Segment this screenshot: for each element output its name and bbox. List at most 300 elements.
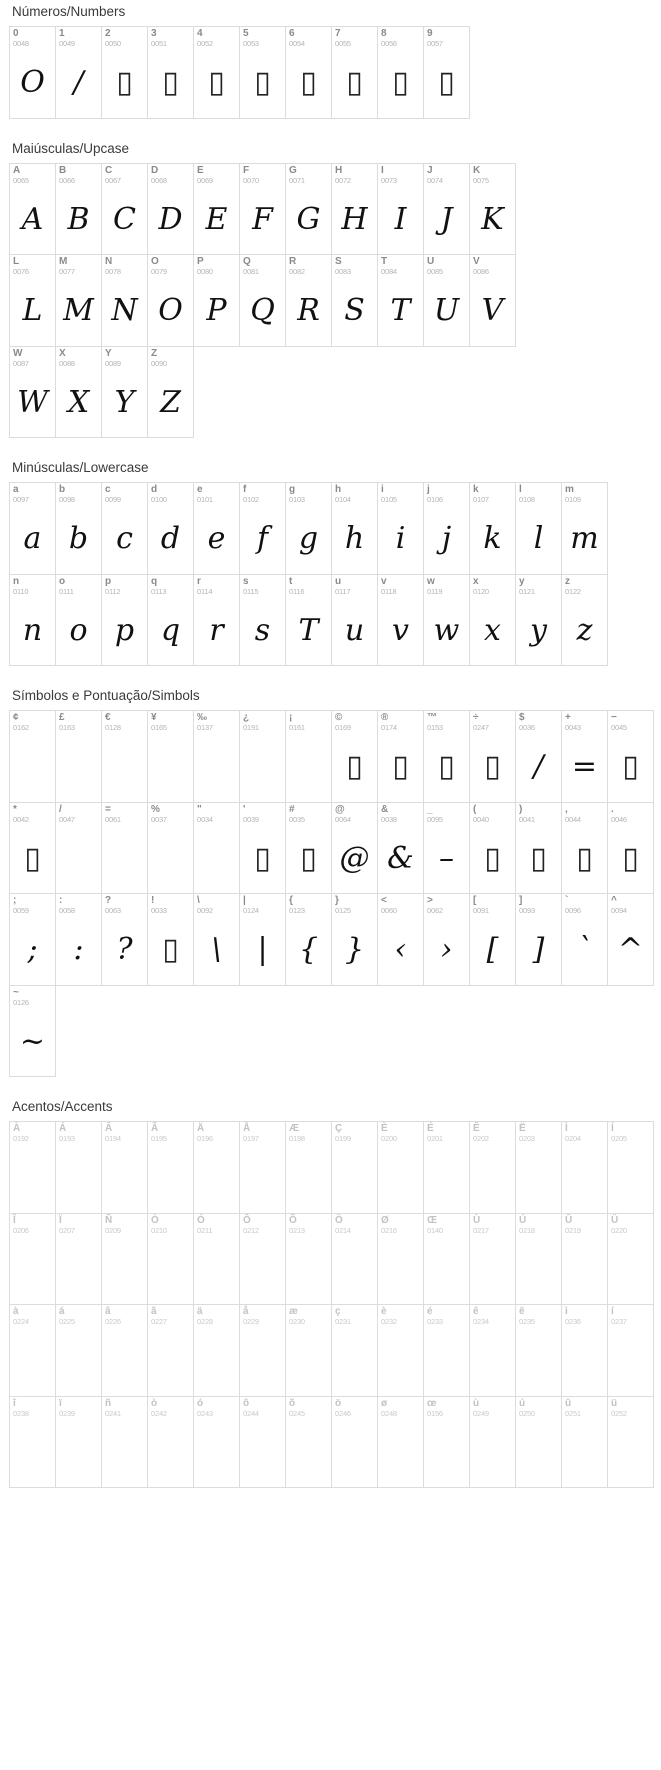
glyph-cell-header bbox=[102, 1214, 147, 1235]
glyph-code-label: 0038 bbox=[381, 814, 397, 824]
glyph-cell[interactable] bbox=[378, 803, 424, 895]
glyph-code-label: 0078 bbox=[105, 267, 121, 276]
glyph-cell[interactable] bbox=[378, 255, 424, 347]
glyph-cell[interactable] bbox=[424, 803, 470, 895]
glyph-cell-header bbox=[332, 803, 377, 824]
glyph-code-label: 0036 bbox=[519, 723, 535, 732]
glyph-cell-header bbox=[56, 1214, 101, 1235]
glyph-cell[interactable] bbox=[56, 1397, 102, 1489]
glyph-cell[interactable] bbox=[332, 1305, 378, 1397]
glyph-cell-header bbox=[194, 711, 239, 732]
glyph-cell[interactable] bbox=[470, 803, 516, 895]
glyph-cell[interactable] bbox=[286, 483, 332, 575]
glyph-cell[interactable] bbox=[194, 803, 240, 895]
glyph-cell[interactable] bbox=[516, 575, 562, 667]
glyph-cell[interactable] bbox=[516, 894, 562, 986]
glyph-preview: A bbox=[21, 201, 44, 237]
section-spacer bbox=[0, 1077, 661, 1099]
glyph-cell-header bbox=[470, 1397, 515, 1418]
glyph-char-label: ; bbox=[13, 895, 17, 906]
glyph-cell[interactable] bbox=[102, 1214, 148, 1306]
glyph-cell[interactable] bbox=[562, 483, 608, 575]
glyph-cell-header bbox=[332, 575, 377, 596]
glyph-cell[interactable] bbox=[102, 1397, 148, 1489]
glyph-char-label: K bbox=[473, 164, 481, 176]
glyph-code-label: 0165 bbox=[151, 723, 167, 732]
glyph-code-label: 0047 bbox=[59, 814, 75, 824]
glyph-cell[interactable] bbox=[470, 164, 516, 256]
glyph-preview bbox=[102, 1417, 147, 1487]
glyph-cell-header bbox=[470, 1122, 515, 1143]
glyph-cell[interactable] bbox=[332, 255, 378, 347]
glyph-cell[interactable] bbox=[10, 803, 56, 895]
glyph-preview: ▯ bbox=[392, 749, 409, 784]
glyph-cell[interactable] bbox=[240, 575, 286, 667]
glyph-preview: \ bbox=[211, 932, 222, 967]
glyph-cell[interactable] bbox=[286, 27, 332, 119]
glyph-cell-header bbox=[102, 1397, 147, 1418]
glyph-cell[interactable] bbox=[424, 711, 470, 803]
glyph-preview bbox=[194, 1143, 239, 1213]
glyph-cell-header bbox=[378, 1214, 423, 1235]
glyph-preview: U bbox=[433, 293, 460, 328]
glyph-code-label: 0054 bbox=[289, 39, 305, 48]
glyph-cell-header bbox=[10, 1397, 55, 1418]
glyph-char-label: ø bbox=[381, 1397, 388, 1409]
glyph-cell[interactable] bbox=[10, 347, 56, 439]
glyph-code-label: 0112 bbox=[105, 586, 121, 596]
glyph-cell[interactable] bbox=[378, 164, 424, 256]
glyph-cell[interactable] bbox=[516, 1214, 562, 1306]
glyph-cell[interactable] bbox=[378, 1122, 424, 1214]
glyph-cell[interactable] bbox=[240, 1305, 286, 1397]
glyph-cell[interactable] bbox=[10, 1305, 56, 1397]
glyph-code-label: 0099 bbox=[105, 495, 121, 504]
glyph-code-label: 0104 bbox=[335, 495, 351, 504]
glyph-cell[interactable] bbox=[102, 255, 148, 347]
glyph-cell[interactable] bbox=[378, 894, 424, 986]
glyph-cell[interactable] bbox=[102, 27, 148, 119]
glyph-cell[interactable] bbox=[56, 1305, 102, 1397]
glyph-cell[interactable] bbox=[102, 483, 148, 575]
glyph-code-label: 0069 bbox=[197, 175, 213, 185]
glyph-code-label: 0087 bbox=[13, 358, 29, 368]
glyph-cell[interactable] bbox=[10, 986, 56, 1078]
glyph-char-label: & bbox=[381, 803, 389, 815]
glyph-cell[interactable] bbox=[424, 894, 470, 986]
glyph-cell-header bbox=[56, 255, 101, 276]
glyph-cell[interactable] bbox=[378, 483, 424, 575]
glyph-code-label: 0049 bbox=[59, 39, 75, 48]
glyph-char-label: G bbox=[289, 164, 297, 176]
glyph-preview: k bbox=[483, 521, 502, 556]
glyph-cell[interactable] bbox=[56, 575, 102, 667]
glyph-cell[interactable] bbox=[56, 347, 102, 439]
glyph-preview: n bbox=[22, 612, 43, 648]
glyph-cell-header bbox=[608, 1305, 653, 1326]
glyph-cell-header bbox=[424, 255, 469, 276]
glyph-cell-header bbox=[378, 711, 423, 732]
glyph-cell-header bbox=[562, 1397, 607, 1418]
glyph-code-label: 0048 bbox=[13, 39, 29, 48]
glyph-cell-header bbox=[240, 255, 285, 276]
glyph-code-label: 0050 bbox=[105, 39, 121, 48]
glyph-cell[interactable] bbox=[286, 1214, 332, 1306]
glyph-cell[interactable] bbox=[424, 1122, 470, 1214]
glyph-char-label: ñ bbox=[105, 1397, 112, 1409]
glyph-char-label: < bbox=[381, 895, 387, 906]
glyph-cell[interactable] bbox=[424, 575, 470, 667]
glyph-cell[interactable] bbox=[194, 255, 240, 347]
glyph-preview: & bbox=[387, 840, 414, 876]
glyph-cell[interactable] bbox=[424, 483, 470, 575]
glyph-char-label: C bbox=[105, 164, 113, 176]
glyph-cell[interactable] bbox=[102, 347, 148, 439]
glyph-char-label: Ú bbox=[519, 1214, 527, 1226]
glyph-cell-header bbox=[102, 27, 147, 48]
glyph-char-label: ! bbox=[151, 895, 155, 906]
glyph-code-label: 0106 bbox=[427, 495, 443, 504]
glyph-cell[interactable] bbox=[332, 575, 378, 667]
glyph-cell[interactable] bbox=[470, 1122, 516, 1214]
glyph-cell[interactable] bbox=[56, 803, 102, 895]
glyph-cell[interactable] bbox=[102, 1305, 148, 1397]
glyph-code-label: 0075 bbox=[473, 175, 489, 185]
glyph-cell[interactable] bbox=[148, 1122, 194, 1214]
glyph-char-label: N bbox=[105, 256, 113, 267]
glyph-cell[interactable] bbox=[148, 711, 194, 803]
glyph-cell[interactable] bbox=[562, 803, 608, 895]
glyph-cell[interactable] bbox=[194, 711, 240, 803]
glyph-char-label: í bbox=[611, 1306, 614, 1317]
glyph-preview bbox=[378, 1326, 423, 1396]
glyph-char-label: s bbox=[243, 575, 249, 587]
glyph-char-label: : bbox=[59, 895, 63, 906]
glyph-code-label: 0236 bbox=[565, 1317, 581, 1326]
glyph-char-label: k bbox=[473, 484, 479, 495]
glyph-cell[interactable] bbox=[10, 575, 56, 667]
glyph-preview: { bbox=[298, 932, 319, 967]
glyph-code-label: 0040 bbox=[473, 814, 489, 824]
glyph-cell-header bbox=[332, 483, 377, 504]
glyph-cell[interactable] bbox=[424, 1214, 470, 1306]
glyph-char-label: Z bbox=[151, 347, 158, 359]
glyph-cell[interactable] bbox=[286, 1122, 332, 1214]
glyph-cell[interactable] bbox=[332, 27, 378, 119]
glyph-char-label: ê bbox=[473, 1306, 479, 1317]
glyph-code-label: 0194 bbox=[105, 1134, 121, 1143]
glyph-cell[interactable] bbox=[470, 575, 516, 667]
glyph-cell[interactable] bbox=[424, 255, 470, 347]
glyph-preview: ▯ bbox=[576, 840, 593, 876]
glyph-cell[interactable] bbox=[194, 164, 240, 256]
glyph-char-label: ü bbox=[611, 1397, 618, 1409]
glyph-cell[interactable] bbox=[148, 27, 194, 119]
glyph-cell-header bbox=[56, 1122, 101, 1143]
glyph-char-label: ? bbox=[105, 895, 112, 906]
glyph-preview: z bbox=[576, 612, 593, 648]
glyph-cell[interactable] bbox=[148, 347, 194, 439]
glyph-cell[interactable] bbox=[194, 1122, 240, 1214]
glyph-cell-header bbox=[148, 1122, 193, 1143]
glyph-char-label: ã bbox=[151, 1306, 157, 1317]
glyph-cell[interactable] bbox=[516, 1305, 562, 1397]
glyph-preview: E bbox=[205, 201, 228, 237]
glyph-cell[interactable] bbox=[148, 1305, 194, 1397]
glyph-cell[interactable] bbox=[56, 164, 102, 256]
glyph-cell[interactable] bbox=[56, 27, 102, 119]
glyph-cell[interactable] bbox=[332, 1122, 378, 1214]
glyph-cell[interactable] bbox=[56, 483, 102, 575]
glyph-cell[interactable] bbox=[608, 1397, 654, 1489]
glyph-cell[interactable] bbox=[424, 1305, 470, 1397]
glyph-cell[interactable] bbox=[562, 575, 608, 667]
glyph-cell[interactable] bbox=[10, 27, 56, 119]
glyph-cell[interactable] bbox=[286, 575, 332, 667]
glyph-cell[interactable] bbox=[10, 1397, 56, 1489]
glyph-cell[interactable] bbox=[562, 1122, 608, 1214]
glyph-cell[interactable] bbox=[286, 164, 332, 256]
glyph-preview: ▯ bbox=[622, 749, 639, 784]
glyph-cell[interactable] bbox=[516, 711, 562, 803]
glyph-cell[interactable] bbox=[10, 894, 56, 986]
glyph-cell[interactable] bbox=[378, 711, 424, 803]
glyph-cell[interactable] bbox=[240, 255, 286, 347]
glyph-code-label: 0071 bbox=[289, 175, 305, 185]
glyph-cell[interactable] bbox=[148, 1397, 194, 1489]
glyph-cell[interactable] bbox=[286, 894, 332, 986]
glyph-cell[interactable] bbox=[286, 255, 332, 347]
glyph-cell[interactable] bbox=[332, 1214, 378, 1306]
glyph-cell[interactable] bbox=[194, 575, 240, 667]
glyph-cell[interactable] bbox=[194, 1214, 240, 1306]
glyph-cell[interactable] bbox=[240, 164, 286, 256]
glyph-cell[interactable] bbox=[286, 803, 332, 895]
glyph-cell[interactable] bbox=[194, 483, 240, 575]
glyph-cell[interactable] bbox=[240, 711, 286, 803]
glyph-cell[interactable] bbox=[10, 1122, 56, 1214]
glyph-cell[interactable] bbox=[516, 803, 562, 895]
glyph-cell[interactable] bbox=[470, 483, 516, 575]
glyph-cell[interactable] bbox=[56, 711, 102, 803]
glyph-preview bbox=[194, 1234, 239, 1304]
glyph-cell-header bbox=[148, 711, 193, 732]
glyph-code-label: 0063 bbox=[105, 906, 121, 915]
glyph-cell[interactable] bbox=[378, 1397, 424, 1489]
glyph-preview: : bbox=[73, 932, 84, 967]
glyph-cell[interactable] bbox=[516, 483, 562, 575]
glyph-cell[interactable] bbox=[424, 1397, 470, 1489]
glyph-char-label: ~ bbox=[13, 986, 19, 998]
glyph-char-label: è bbox=[381, 1306, 387, 1317]
glyph-preview bbox=[102, 1234, 147, 1304]
glyph-cell[interactable] bbox=[10, 483, 56, 575]
glyph-code-label: 0209 bbox=[105, 1225, 121, 1235]
glyph-char-label: 6 bbox=[289, 28, 295, 39]
glyph-code-label: 0053 bbox=[243, 39, 259, 48]
glyph-cell[interactable] bbox=[424, 27, 470, 119]
glyph-preview: B bbox=[67, 201, 90, 237]
glyph-cell[interactable] bbox=[470, 1305, 516, 1397]
glyph-cell[interactable] bbox=[56, 894, 102, 986]
glyph-cell[interactable] bbox=[286, 1397, 332, 1489]
glyph-code-label: 0079 bbox=[151, 267, 167, 276]
glyph-cell-header bbox=[562, 1214, 607, 1235]
glyph-cell[interactable] bbox=[562, 1305, 608, 1397]
glyph-cell[interactable] bbox=[194, 27, 240, 119]
glyph-cell[interactable] bbox=[56, 1122, 102, 1214]
glyph-code-label: 0252 bbox=[611, 1408, 627, 1418]
glyph-cell[interactable] bbox=[608, 803, 654, 895]
glyph-cell[interactable] bbox=[516, 1122, 562, 1214]
glyph-cell[interactable] bbox=[286, 711, 332, 803]
glyph-cell[interactable] bbox=[240, 1214, 286, 1306]
glyph-cell[interactable] bbox=[378, 575, 424, 667]
glyph-cell-header bbox=[516, 1305, 561, 1326]
glyph-cell[interactable] bbox=[470, 255, 516, 347]
glyph-preview bbox=[562, 1143, 607, 1213]
glyph-cell[interactable] bbox=[332, 711, 378, 803]
glyph-cell[interactable] bbox=[10, 711, 56, 803]
glyph-cell-header bbox=[332, 711, 377, 732]
glyph-preview: ▯ bbox=[116, 65, 133, 100]
glyph-cell[interactable] bbox=[240, 803, 286, 895]
glyph-char-label: f bbox=[243, 484, 247, 495]
glyph-cell[interactable] bbox=[516, 1397, 562, 1489]
glyph-cell[interactable] bbox=[240, 1397, 286, 1489]
glyph-preview bbox=[608, 1143, 653, 1213]
glyph-cell-header bbox=[56, 1305, 101, 1326]
glyph-char-label: ò bbox=[151, 1397, 158, 1409]
glyph-cell[interactable] bbox=[562, 894, 608, 986]
glyph-cell-header bbox=[470, 894, 515, 915]
glyph-preview bbox=[56, 1417, 101, 1487]
glyph-cell-header bbox=[148, 347, 193, 368]
glyph-cell[interactable] bbox=[56, 255, 102, 347]
glyph-cell[interactable] bbox=[102, 575, 148, 667]
glyph-char-label: Ä bbox=[197, 1123, 205, 1134]
glyph-preview: b bbox=[68, 521, 89, 556]
glyph-cell[interactable] bbox=[10, 255, 56, 347]
glyph-code-label: 0174 bbox=[381, 723, 397, 732]
glyph-preview bbox=[10, 1326, 55, 1396]
glyph-code-label: 0229 bbox=[243, 1317, 259, 1326]
glyph-preview: T bbox=[298, 612, 319, 648]
glyph-preview: ] bbox=[532, 932, 545, 967]
glyph-char-label: $ bbox=[519, 712, 525, 723]
glyph-cell[interactable] bbox=[148, 483, 194, 575]
glyph-cell[interactable] bbox=[194, 1305, 240, 1397]
glyph-cell[interactable] bbox=[194, 1397, 240, 1489]
glyph-cell[interactable] bbox=[240, 483, 286, 575]
glyph-cell[interactable] bbox=[194, 894, 240, 986]
glyph-code-label: 0205 bbox=[611, 1134, 627, 1143]
glyph-cell[interactable] bbox=[240, 894, 286, 986]
glyph-code-label: 0097 bbox=[13, 495, 29, 504]
glyph-preview: u bbox=[344, 612, 365, 648]
glyph-cell-header bbox=[240, 711, 285, 732]
glyph-cell[interactable] bbox=[470, 1214, 516, 1306]
glyph-cell[interactable] bbox=[10, 164, 56, 256]
glyph-code-label: 0217 bbox=[473, 1225, 489, 1235]
glyph-cell[interactable] bbox=[286, 1305, 332, 1397]
glyph-cell[interactable] bbox=[608, 1214, 654, 1306]
glyph-char-label: Y bbox=[105, 347, 112, 359]
glyph-cell[interactable] bbox=[148, 164, 194, 256]
glyph-cell[interactable] bbox=[332, 1397, 378, 1489]
glyph-preview: Q bbox=[250, 293, 275, 328]
glyph-cell[interactable] bbox=[148, 803, 194, 895]
glyph-cell[interactable] bbox=[102, 164, 148, 256]
glyph-cell-header bbox=[10, 575, 55, 596]
glyph-cell[interactable] bbox=[102, 894, 148, 986]
glyph-cell[interactable] bbox=[102, 711, 148, 803]
glyph-preview: l bbox=[533, 521, 544, 556]
glyph-cell[interactable] bbox=[608, 1305, 654, 1397]
glyph-char-label: 4 bbox=[197, 28, 203, 39]
glyph-preview: d bbox=[160, 521, 181, 556]
glyph-cell[interactable] bbox=[332, 483, 378, 575]
glyph-char-label: 8 bbox=[381, 28, 387, 39]
section-title: Acentos/Accents bbox=[12, 1099, 113, 1114]
glyph-char-label: P bbox=[197, 256, 204, 267]
glyph-cell[interactable] bbox=[608, 1122, 654, 1214]
glyph-cell[interactable] bbox=[332, 894, 378, 986]
glyph-cell[interactable] bbox=[378, 1305, 424, 1397]
glyph-cell[interactable] bbox=[102, 803, 148, 895]
glyph-cell[interactable] bbox=[562, 1397, 608, 1489]
glyph-preview bbox=[194, 732, 239, 802]
glyph-cell[interactable] bbox=[148, 255, 194, 347]
glyph-cell[interactable] bbox=[562, 711, 608, 803]
glyph-cell[interactable] bbox=[10, 1214, 56, 1306]
glyph-cell-header bbox=[470, 483, 515, 504]
glyph-cell[interactable] bbox=[332, 164, 378, 256]
glyph-cell[interactable] bbox=[608, 894, 654, 986]
glyph-code-label: 0153 bbox=[427, 723, 443, 732]
glyph-code-label: 0239 bbox=[59, 1408, 75, 1418]
glyph-cell[interactable] bbox=[148, 575, 194, 667]
glyph-cell-header bbox=[240, 803, 285, 824]
glyph-cell[interactable] bbox=[470, 1397, 516, 1489]
glyph-preview bbox=[516, 1326, 561, 1396]
glyph-preview bbox=[102, 1326, 147, 1396]
glyph-char-label: â bbox=[105, 1306, 111, 1317]
glyph-cell[interactable] bbox=[470, 894, 516, 986]
glyph-cell[interactable] bbox=[148, 1214, 194, 1306]
glyph-preview bbox=[516, 1417, 561, 1487]
glyph-code-label: 0111 bbox=[59, 586, 74, 596]
glyph-code-label: 0235 bbox=[519, 1317, 535, 1326]
glyph-cell[interactable] bbox=[424, 164, 470, 256]
glyph-cell[interactable] bbox=[102, 1122, 148, 1214]
glyph-cell[interactable] bbox=[240, 27, 286, 119]
glyph-preview: R bbox=[297, 293, 320, 328]
glyph-cell[interactable] bbox=[470, 711, 516, 803]
glyph-code-label: 0057 bbox=[427, 39, 443, 48]
glyph-cell[interactable] bbox=[56, 1214, 102, 1306]
glyph-cell[interactable] bbox=[562, 1214, 608, 1306]
glyph-cell[interactable] bbox=[240, 1122, 286, 1214]
glyph-cell[interactable] bbox=[378, 27, 424, 119]
glyph-preview bbox=[516, 1234, 561, 1304]
glyph-code-label: 0202 bbox=[473, 1134, 489, 1143]
glyph-code-label: 0196 bbox=[197, 1134, 213, 1143]
glyph-cell[interactable] bbox=[332, 803, 378, 895]
glyph-cell[interactable] bbox=[608, 711, 654, 803]
glyph-cell[interactable] bbox=[148, 894, 194, 986]
glyph-cell[interactable] bbox=[378, 1214, 424, 1306]
